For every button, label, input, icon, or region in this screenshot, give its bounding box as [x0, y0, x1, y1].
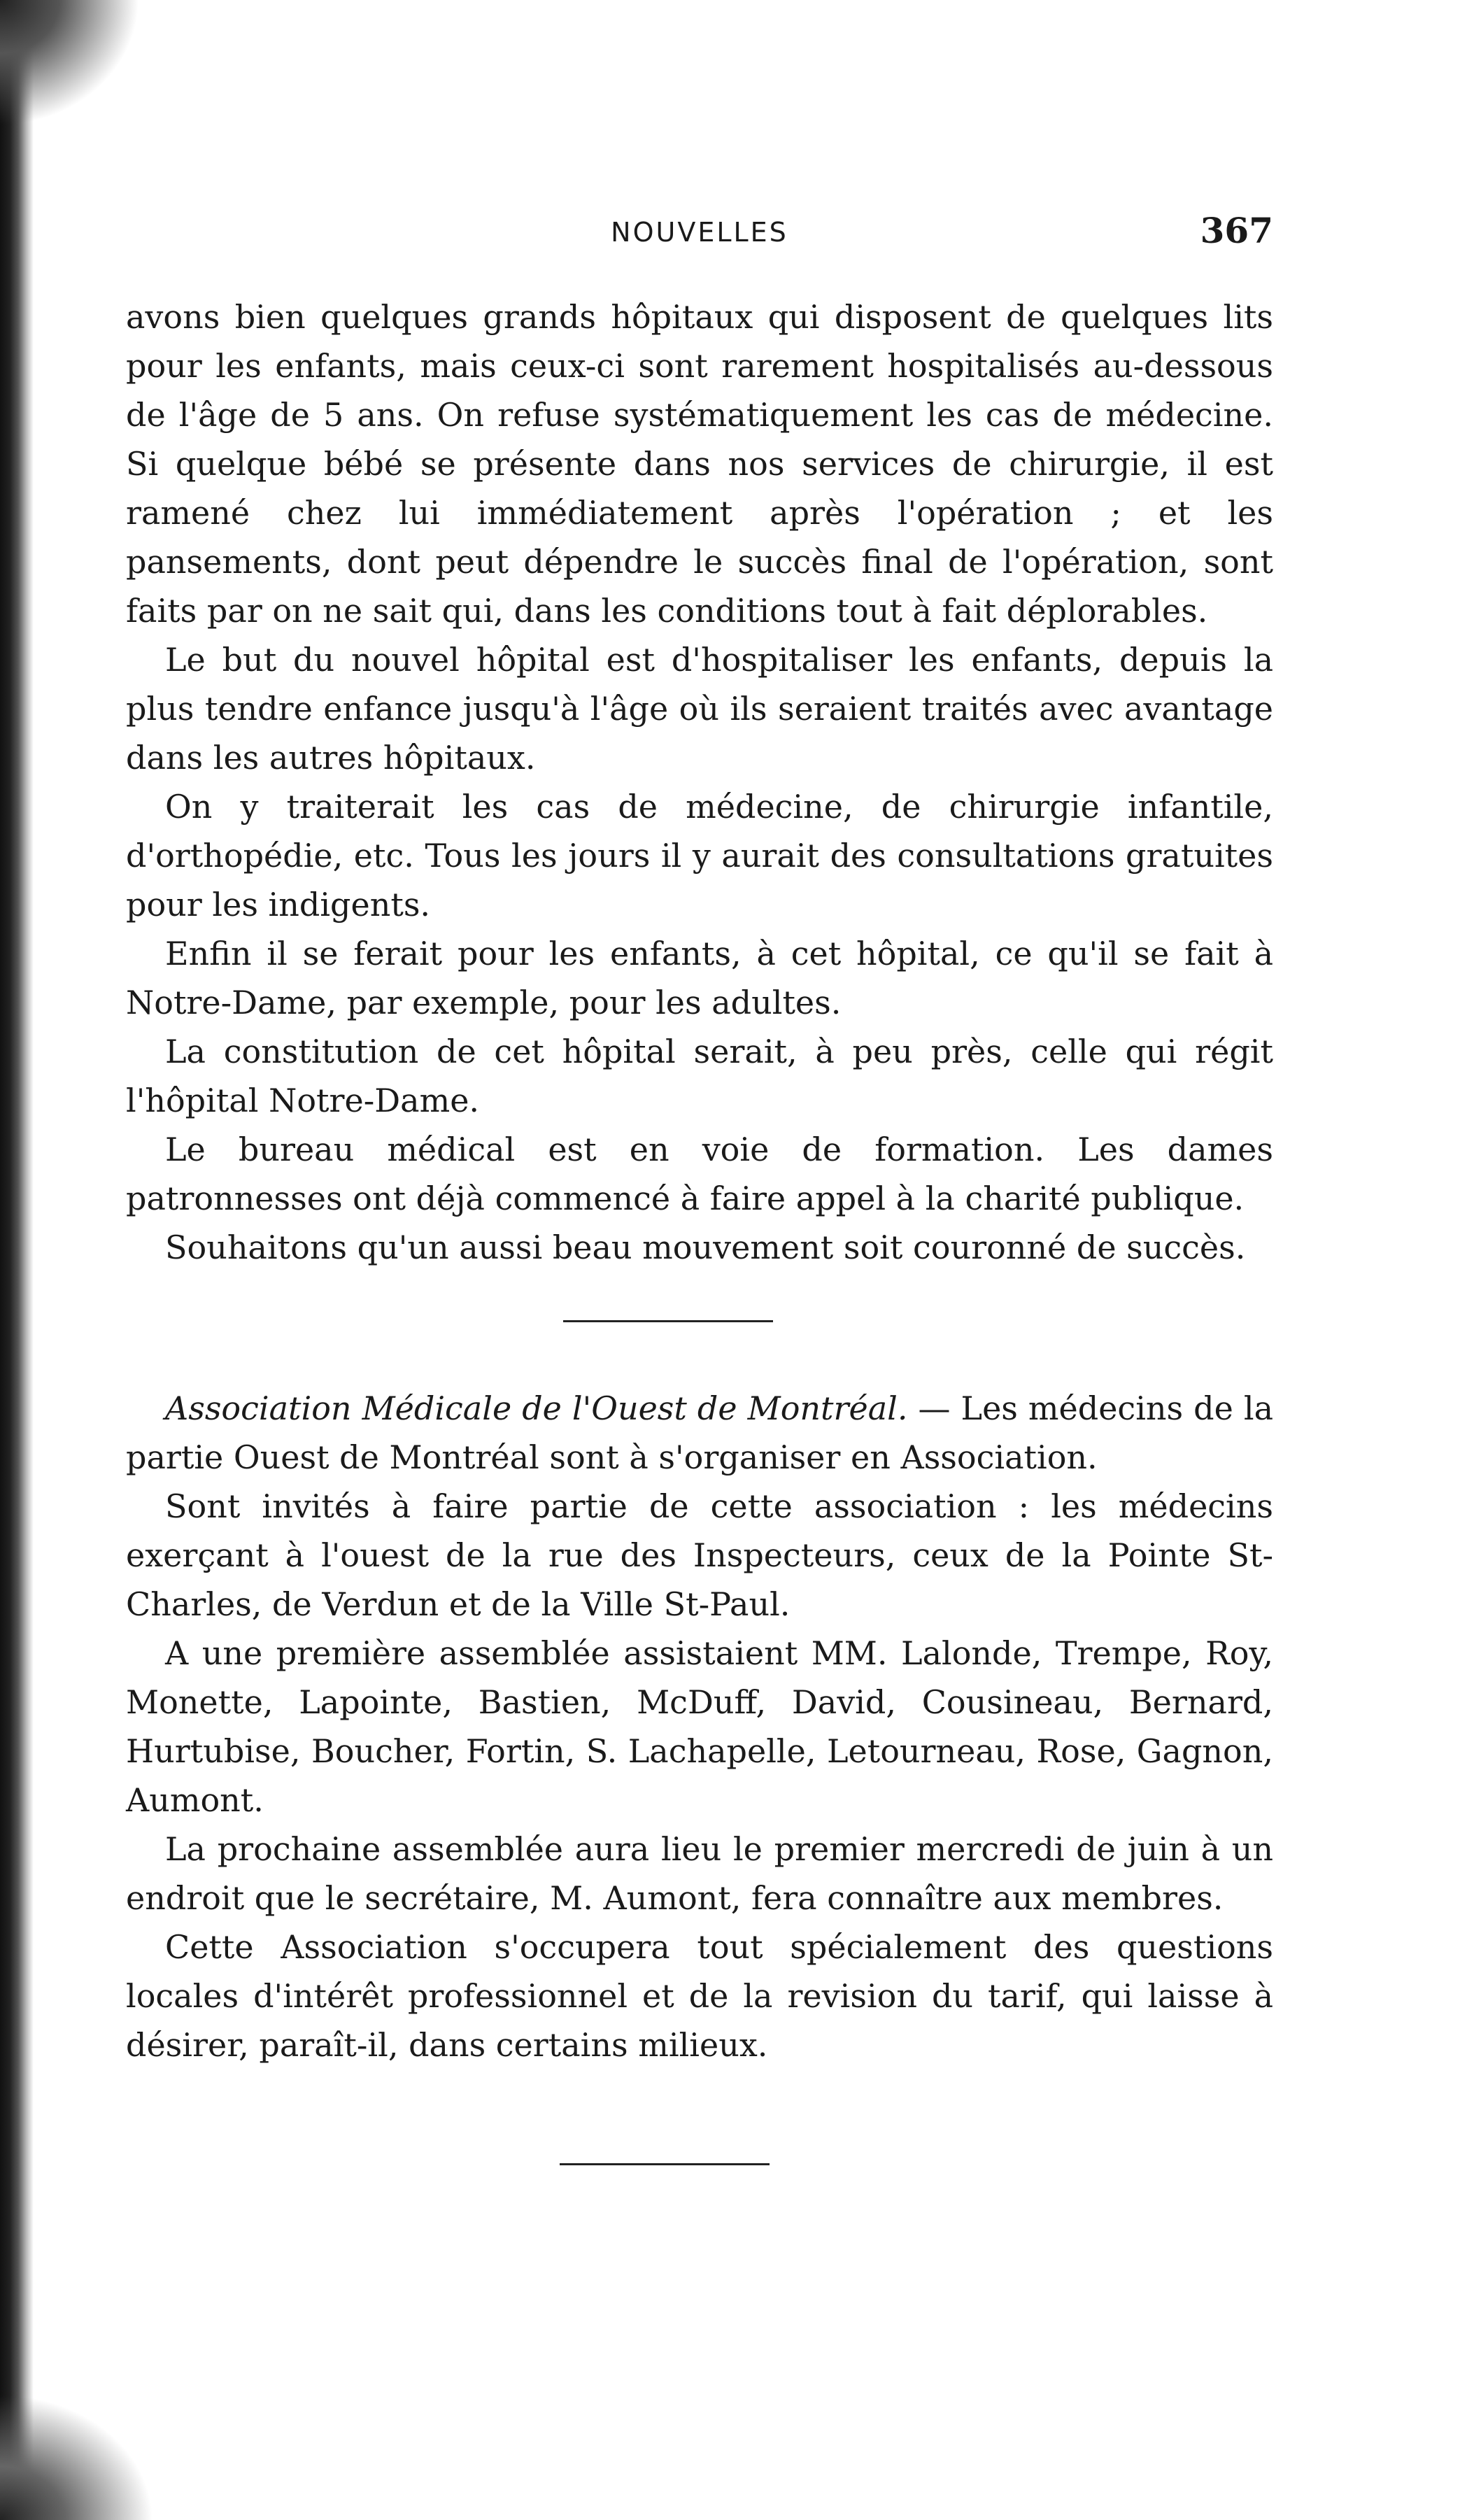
paragraph: A une première assemblée assistaient MM. Lalonde, Trempe, Roy, Monette, Lapointe, Bastien, McDuff, David, Cousineau, Bernard, Hurtubise, Boucher, Fortin, S. Lachapelle, Letourneau, Rose, Gagnon, Aumont. — [126, 1634, 1273, 1819]
paragraph: Sont invités à faire partie de cette association : les médecins exerçant à l'ouest de la rue des Inspecteurs, ceux de la Pointe St-Charles, de Verdun et de la Ville St-Paul. — [126, 1487, 1273, 1623]
paragraph: La constitution de cet hôpital serait, à peu près, celle qui régit l'hôpital Notre-Dame. — [126, 1033, 1273, 1119]
section-intro-text: — Les médecins de la partie Ouest de Montréal sont à s'organiser en Association. — [126, 1389, 1273, 1476]
paragraph: Le bureau médical est en voie de formation. Les dames patronnesses ont déjà commencé à faire appel à la charité publique. — [126, 1131, 1273, 1217]
paragraph: Le but du nouvel hôpital est d'hospitaliser les enfants, depuis la plus tendre enfance jusqu'à l'âge où ils seraient traités avec avantage dans les autres hôpitaux. — [126, 641, 1273, 777]
page-number: 367 — [1200, 210, 1273, 251]
paragraph — [126, 1384, 1273, 1482]
paragraph: avons bien quelques grands hôpitaux qui disposent de quelques lits pour les enfants, mais ceux-ci sont rarement hospitalisés au-dessous de l'âge de 5 ans. On refuse systématiquement les cas de médecine. Si quelque bébé se présente dans nos services de chirurgie, il est ramené chez lui immédiatement après l'opération ; et les pansements, dont peut dépendre le succès final de l'opération, sont faits par on ne sait qui, dans les conditions tout à fait déplorables. — [126, 298, 1273, 630]
paragraph: Cette Association s'occupera tout spécialement des questions locales d'intérêt professionnel et de la revision du tarif, qui laisse à désirer, paraît-il, dans certains milieux. — [126, 1928, 1273, 2064]
scan-corner-top — [0, 0, 140, 126]
paragraph: Enfin il se ferait pour les enfants, à cet hôpital, ce qu'il se fait à Notre-Dame, par exemple, pour les adultes. — [126, 935, 1273, 1021]
article-continuation — [126, 292, 1273, 1272]
paragraph: On y traiterait les cas de médecine, de chirurgie infantile, d'orthopédie, etc. Tous les jours il y aurait des consultations gratuites pour les indigents. — [126, 788, 1273, 923]
association-notice — [126, 1384, 1273, 2069]
paragraph: Souhaitons qu'un aussi beau mouvement soit couronné de succès. — [165, 1229, 1246, 1266]
scan-corner-bottom — [0, 2394, 154, 2520]
section-divider — [560, 2163, 770, 2165]
section-title: Association Médicale de l'Ouest de Montréal. — [165, 1389, 908, 1427]
page-gutter-shadow — [0, 0, 34, 2520]
running-head: NOUVELLES — [611, 217, 788, 248]
page-header — [126, 210, 1273, 259]
section-divider — [563, 1320, 773, 1322]
paragraph: La prochaine assemblée aura lieu le premier mercredi de juin à un endroit que le secrétaire, M. Aumont, fera connaître aux membres. — [126, 1830, 1273, 1917]
